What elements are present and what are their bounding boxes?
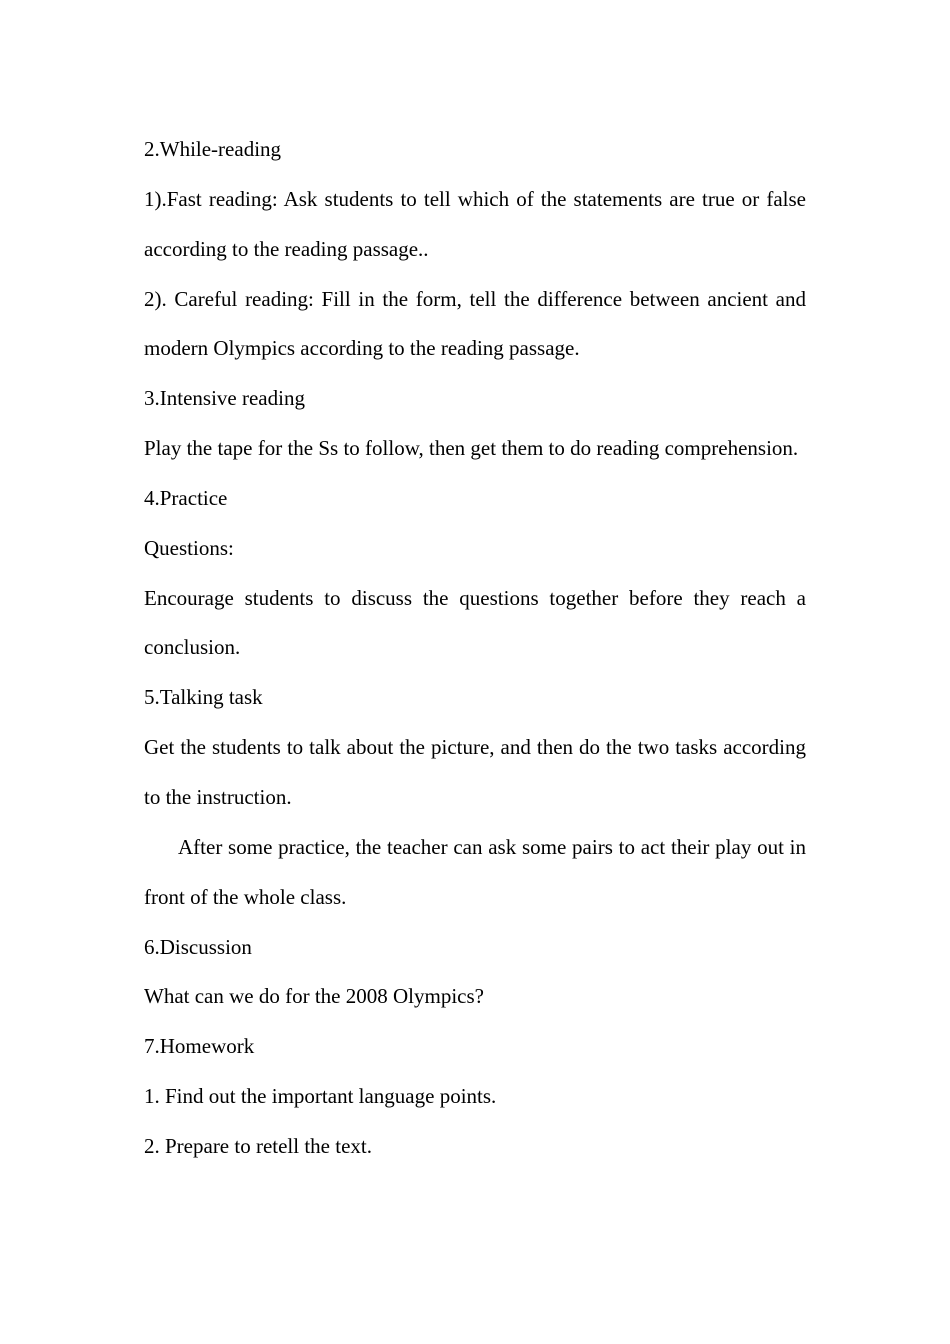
paragraph-encourage-discussion: Encourage students to discuss the questions together before they reach a conclusion. bbox=[144, 585, 806, 660]
paragraph-talk-about-picture: Get the students to talk about the picture, and then do the two tasks according to the instruction. bbox=[144, 735, 806, 809]
document-body bbox=[144, 125, 806, 1172]
section-heading-discussion: 6.Discussion bbox=[144, 934, 252, 959]
paragraph-careful-reading: 2). Careful reading: Fill in the form, tell the difference between ancient and modern Olympics according to the reading passage. bbox=[144, 286, 806, 361]
paragraph-fast-reading: 1).Fast reading: Ask students to tell which of the statements are true or false according to the reading passage.. bbox=[144, 186, 806, 261]
section-heading-practice: 4.Practice bbox=[144, 485, 228, 510]
section-heading-intensive-reading: 3.Intensive reading bbox=[144, 386, 305, 411]
section-heading-homework: 7.Homework bbox=[144, 1034, 255, 1059]
paragraph-after-practice: After some practice, the teacher can ask some pairs to act their play out in front of the whole class. bbox=[144, 834, 806, 909]
section-heading-talking-task: 5.Talking task bbox=[144, 685, 263, 710]
paragraph-discussion-question: What can we do for the 2008 Olympics? bbox=[144, 984, 484, 1009]
section-heading-while-reading: 2.While-reading bbox=[144, 137, 282, 161]
paragraph-questions: Questions: bbox=[144, 535, 234, 560]
homework-item-2: 2. Prepare to retell the text. bbox=[144, 1133, 372, 1158]
homework-item-1: 1. Find out the important language points. bbox=[144, 1084, 497, 1109]
paragraph-play-tape: Play the tape for the Ss to follow, then get them to do reading comprehension. bbox=[144, 436, 799, 461]
